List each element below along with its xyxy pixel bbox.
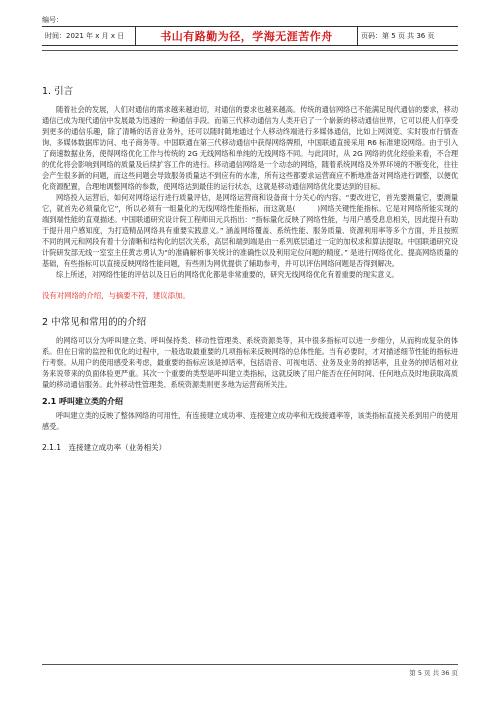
subsection-2-1-title: 2.1 呼叫建立类的介绍 bbox=[42, 397, 123, 406]
subsection-2-1-paragraph: 呼叫建立类的反映了整体网络的可用性，有连接建立成功率、连接建立成功率和无线接通率等，该类指标直接关系到用户的使用感受。 bbox=[42, 411, 458, 431]
document-body bbox=[42, 86, 458, 453]
footer-page-number: 第 5 页 共 36 页 bbox=[409, 669, 458, 677]
header-time: 时间：2021 年 x 月 x 日 bbox=[42, 27, 136, 45]
section-2-title: 2 中常见和常用的的介绍 bbox=[42, 317, 147, 328]
footer-divider bbox=[42, 664, 458, 665]
section-1-paragraph: 网络投入运营后，如何对网络运行进行质量评估，是网络运营商和设备商十分关心的内容。“要改进它，首先要测量它，要测量它，就首先必须量化它”，所以必须有一组量化的无线网络性能指标，而这就是( )网络关键性能指标。它是对网络所能实现的端到端性能的直观描述。中国联通研究设计院工程师田元兵指出：“指标量化反映了网络性能，与用户感受息息相关，因此提升有助于提升用户感知度，为打造精品网络具有重要实践意义。” 涵盖网络覆盖、系统性能、服务质量、资源利用率等多个方面，并且按照不同的网元和网段有着十分清晰和结构化的层次关系，高层和端到端是由一系列底层通过一定的加权求和算法提取。中国联通研究设计院研发部无线一室室主任黄志勇认为“的准确解析事关统计的准确性以及利用定位问题的精度。” 是进行网络优化、提高网络质量的基础，有些指标可以直接反映网络性能问题，有些则为网优提供了辅助参考，并可以评估网络问题是否得到解决。 bbox=[42, 193, 458, 268]
section-1-paragraph: 综上所述，对网络性能的评估以及日后的网络优化都是非常重要的，研究无线网络优化有着重要的现实意义。 bbox=[56, 270, 399, 279]
review-comment: 没有对网络的介绍，与摘要不符，建议添加。 bbox=[42, 291, 190, 300]
section-1-title: 1. 引言 bbox=[42, 86, 74, 97]
header-table bbox=[42, 26, 458, 46]
header-motto: 书山有路勤为径，学海无涯苦作舟 bbox=[136, 27, 358, 45]
header-number-label: 编号： bbox=[42, 16, 63, 24]
subsection-2-1-1-title: 2.1.1 连接建立成功率（业务相关） bbox=[42, 443, 167, 452]
header-divider bbox=[42, 50, 458, 51]
section-2-paragraph: 的网络可以分为呼叫建立类、呼叫保持类、移动性管理类、系统资源类等，其中很多指标可以进一步细分，从而构成复杂的体系。但在日常的监控和优化的过程中，一般选取最重要的几项指标来反映网络的总体性能。当有必要时，才对描述细节性能的指标进行考察。从用户的使用感受来考虑，最重要的指标应该是掉话率，包括语音、可视电话、业务及业务的掉话率，且业务的掉话相对业务来说带来的负面体验更严重。其次一个重要的类型是呼叫建立类指标，这就反映了用户能否在任何时间、任何地点及时地获取高质量的移动通信服务。此外移动性管理类、系统资源类则更多地为运营商所关注。 bbox=[42, 336, 458, 389]
header-page-number: 页码：第 5 页 共 36 页 bbox=[361, 32, 435, 40]
section-1-paragraph: 随着社会的发展，人们对通信的需求越来越迫切，对通信的要求也越来越高。传统的通信网络已不能满足现代通信的要求，移动通信已成为现代通信中发展最为迅速的一种通信手段。而第三代移动通信为人类开启了一个崭新的移动通信世界，它可以使人们享受到更多的通信乐趣，除了清晰的话音业务外，还可以随时随地通过个人移动终端进行多媒体通信，比如上网浏览、实时股市行情查询、多媒体数据库访问、电子商务等。中国联通在第三代移动通信中获得网络牌照，中国联通直接采用 R6 标准建设网络。由于引入了商速数据业务，使得网络优化工作与传统的 2G 无线网络和单纯的无线网络不同。与此同时，从 2G 网络的优化经验来看，不合理的优化将会影响到网络的质量及后续扩容工作的进行。移动通信网络是一个动态的网络，随着系统网络及外界环境的不断变化，往往会产生很多新的问题，而这些问题会导致服务质量达不到应有的水准，所有这些都要求运营商应不断地准备对网络进行调整，以便优化资源配置，合理地调整网络的参数，使网络达到最佳的运行状态，这就是移动通信网络优化要达到的目标。 bbox=[42, 105, 458, 191]
